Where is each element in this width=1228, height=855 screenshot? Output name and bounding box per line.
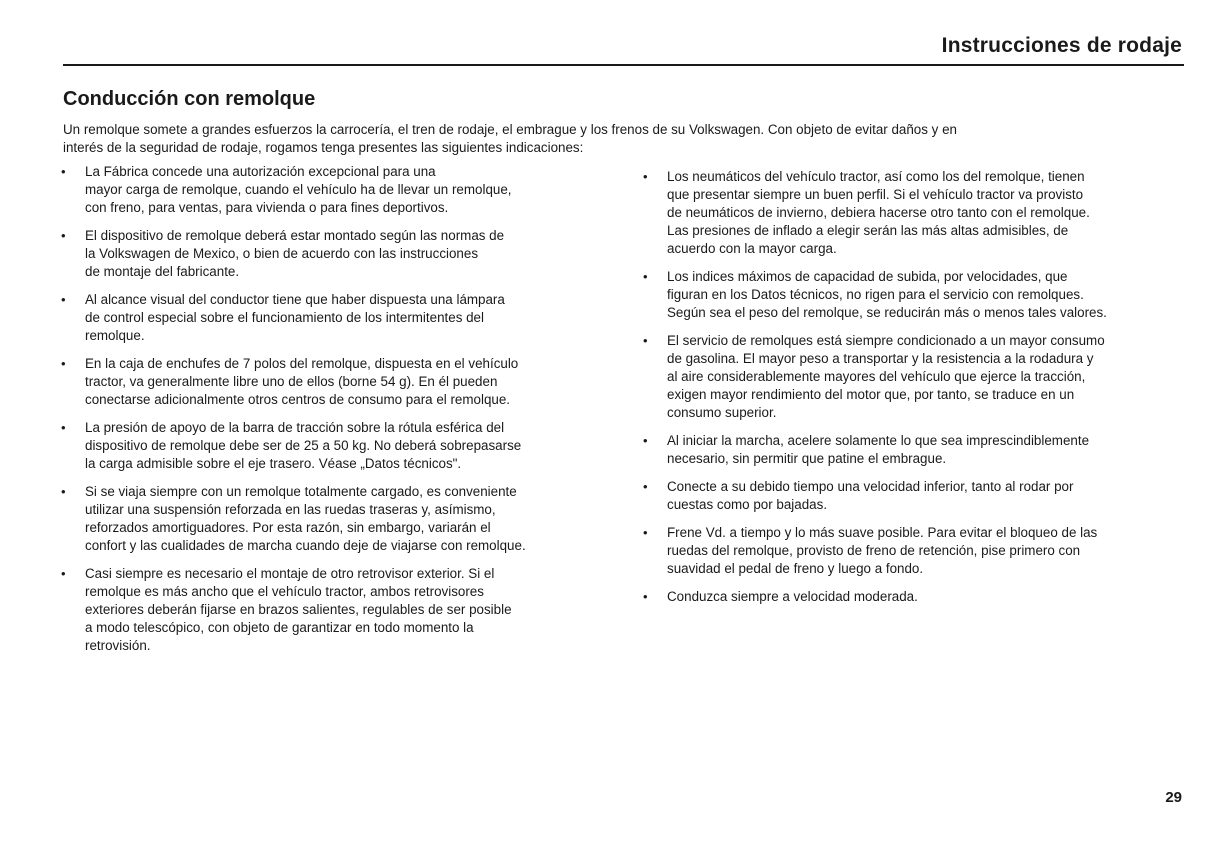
- bullet-icon: •: [61, 164, 66, 179]
- list-item-line: reforzados amortiguadores. Por esta razón, sin embargo, variarán el: [85, 520, 491, 535]
- list-item: [640, 268, 1200, 322]
- list-item-line: dispositivo de remolque debe ser de 25 a 50 kg. No deberá sobrepasarse: [85, 438, 522, 453]
- list-item-line: retrovisión.: [85, 638, 151, 653]
- list-item-line: Al iniciar la marcha, acelere solamente lo que sea imprescindiblemente: [667, 433, 1090, 448]
- list-item-line: figuran en los Datos técnicos, no rigen para el servicio con remolques.: [667, 287, 1084, 302]
- list-item-line: Las presiones de inflado a elegir serán las más altas admisibles, de: [667, 223, 1069, 238]
- bullet-icon: •: [643, 479, 648, 494]
- list-item: [640, 478, 1200, 514]
- list-item-line: Los neumáticos del vehículo tractor, así como los del remolque, tienen: [667, 169, 1085, 184]
- list-item: [58, 483, 618, 555]
- list-item-line: de montaje del fabricante.: [85, 264, 240, 279]
- list-item: [58, 419, 618, 473]
- list-item-line: remolque.: [85, 328, 145, 343]
- bullet-icon: •: [643, 169, 648, 184]
- page-header-title: Instrucciones de rodaje: [941, 34, 1182, 57]
- bullet-icon: •: [61, 420, 66, 435]
- list-item-line: de neumáticos de invierno, debiera hacerse otro tanto con el remolque.: [667, 205, 1090, 220]
- list-item-line: conectarse adicionalmente otros centros de consumo para el remolque.: [85, 392, 511, 407]
- list-item-line: a modo telescópico, con objeto de garantizar en todo momento la: [85, 620, 474, 635]
- list-item: [58, 227, 618, 281]
- list-item-line: cuestas como por bajadas.: [667, 497, 828, 512]
- page-number: 29: [1165, 789, 1182, 806]
- list-item-line: En la caja de enchufes de 7 polos del remolque, dispuesta en el vehículo: [85, 356, 519, 371]
- list-item-line: tractor, va generalmente libre uno de ellos (borne 54 g). En él pueden: [85, 374, 498, 389]
- list-item-line: consumo superior.: [667, 405, 777, 420]
- list-item-line: necesario, sin permitir que patine el embrague.: [667, 451, 947, 466]
- list-item-line: mayor carga de remolque, cuando el vehículo ha de llevar un remolque,: [85, 182, 512, 197]
- list-item: [640, 524, 1200, 578]
- bullet-icon: •: [643, 525, 648, 540]
- header-divider: [63, 64, 1184, 66]
- list-item-line: de control especial sobre el funcionamiento de los intermitentes del: [85, 310, 484, 325]
- list-item-line: La Fábrica concede una autorización excepcional para una: [85, 164, 436, 179]
- bullet-icon: •: [61, 356, 66, 371]
- bullet-icon: •: [643, 433, 648, 448]
- list-item-line: Los indices máximos de capacidad de subida, por velocidades, que: [667, 269, 1068, 284]
- list-item-line: Al alcance visual del conductor tiene que haber dispuesta una lámpara: [85, 292, 505, 307]
- bullet-icon: •: [61, 228, 66, 243]
- list-item: [640, 168, 1200, 258]
- list-item-line: que presentar siempre un buen perfil. Si el vehículo tractor va provisto: [667, 187, 1084, 202]
- list-item: [58, 291, 618, 345]
- list-item-line: exigen mayor rendimiento del motor que, por tanto, se traduce en un: [667, 387, 1075, 402]
- section-title: Conducción con remolque: [63, 88, 316, 110]
- list-item: [58, 163, 618, 217]
- left-column-list: [58, 163, 618, 665]
- list-item-line: utilizar una suspensión reforzada en las ruedas traseras y, asímismo,: [85, 502, 496, 517]
- list-item-line: La presión de apoyo de la barra de tracción sobre la rótula esférica del: [85, 420, 505, 435]
- bullet-icon: •: [643, 269, 648, 284]
- list-item-line: El dispositivo de remolque deberá estar montado según las normas de: [85, 228, 505, 243]
- bullet-icon: •: [61, 566, 66, 581]
- list-item-line: Según sea el peso del remolque, se reducirán más o menos tales valores.: [667, 305, 1107, 320]
- list-item-line: la carga admisible sobre el eje trasero. Véase „Datos técnicos".: [85, 456, 462, 471]
- list-item-line: la Volkswagen de Mexico, o bien de acuerdo con las instrucciones: [85, 246, 479, 261]
- list-item-line: ruedas del remolque, provisto de freno de retención, pise primero con: [667, 543, 1081, 558]
- intro-paragraph: [63, 121, 1183, 157]
- list-item-line: Conecte a su debido tiempo una velocidad inferior, tanto al rodar por: [667, 479, 1074, 494]
- intro-line: Un remolque somete a grandes esfuerzos la carrocería, el tren de rodaje, el embrague y los frenos de su Volkswagen. Con objeto de evitar daños y en: [63, 122, 957, 137]
- list-item-line: exteriores deberán fijarse en brazos salientes, regulables de ser posible: [85, 602, 512, 617]
- list-item-line: confort y las cualidades de marcha cuando deje de viajarse con remolque.: [85, 538, 526, 553]
- list-item-line: al aire considerablemente mayores del vehículo que ejerce la tracción,: [667, 369, 1086, 384]
- bullet-icon: •: [643, 589, 648, 604]
- list-item-line: suavidad el pedal de freno y luego a fondo.: [667, 561, 924, 576]
- list-item-line: Casi siempre es necesario el montaje de otro retrovisor exterior. Si el: [85, 566, 495, 581]
- list-item: [640, 588, 1200, 606]
- list-item-line: acuerdo con la mayor carga.: [667, 241, 837, 256]
- bullet-icon: •: [643, 333, 648, 348]
- list-item-line: remolque es más ancho que el vehículo tractor, ambos retrovisores: [85, 584, 484, 599]
- list-item-line: Frene Vd. a tiempo y lo más suave posible. Para evitar el bloqueo de las: [667, 525, 1098, 540]
- right-column-list: [640, 168, 1200, 616]
- list-item: [640, 432, 1200, 468]
- list-item: [58, 565, 618, 655]
- bullet-icon: •: [61, 292, 66, 307]
- list-item-line: de gasolina. El mayor peso a transportar y la resistencia a la rodadura y: [667, 351, 1094, 366]
- list-item-line: El servicio de remolques está siempre condicionado a un mayor consumo: [667, 333, 1105, 348]
- list-item-line: con freno, para ventas, para vivienda o para fines deportivos.: [85, 200, 449, 215]
- list-item: [640, 332, 1200, 422]
- intro-line: interés de la seguridad de rodaje, rogamos tenga presentes las siguientes indicaciones:: [63, 140, 584, 155]
- bullet-icon: •: [61, 484, 66, 499]
- list-item-line: Conduzca siempre a velocidad moderada.: [667, 589, 918, 604]
- list-item-line: Si se viaja siempre con un remolque totalmente cargado, es conveniente: [85, 484, 517, 499]
- list-item: [58, 355, 618, 409]
